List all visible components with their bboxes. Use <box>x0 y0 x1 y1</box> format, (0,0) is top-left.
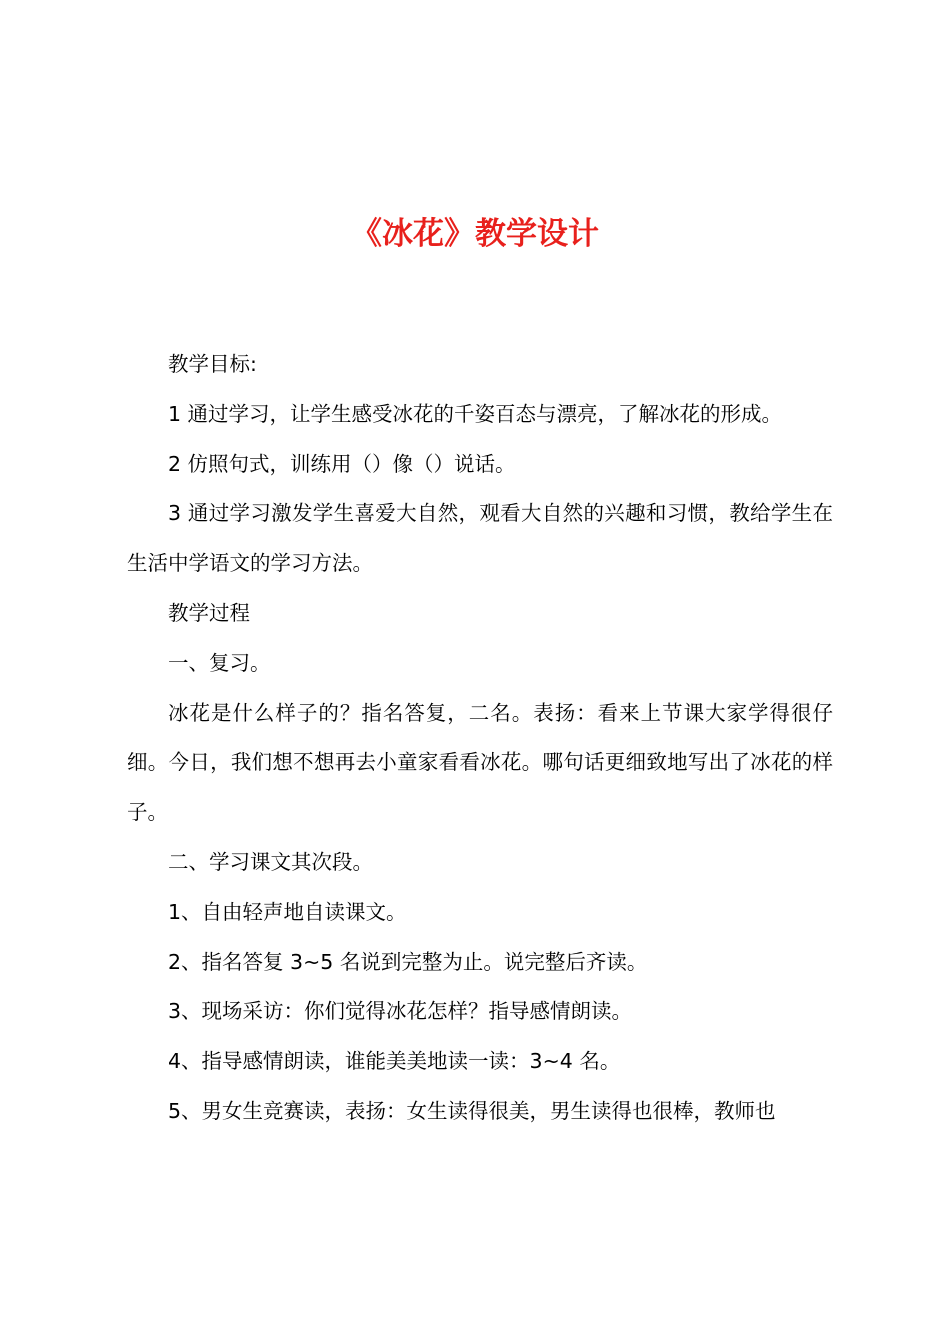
paragraph-step-1: 1、自由轻声地自读课文。 <box>168 899 407 924</box>
paragraph-review-content: 冰花是什么样子的？指名答复，二名。表扬：看来上节课大家学得很仔细。今日，我们想不想再去小童家看看冰花。哪句话更细致地写出了冰花的样子。 <box>127 700 833 825</box>
paragraph-section-review: 一、复习。 <box>168 650 271 675</box>
paragraph-section-study: 二、学习课文其次段。 <box>168 849 373 874</box>
document-title: 《冰花》教学设计 <box>351 216 599 252</box>
document-body <box>127 340 833 1137</box>
paragraph-step-4: 4、指导感情朗读，谁能美美地读一读：3~4 名。 <box>168 1049 621 1074</box>
paragraph-objectives-heading: 教学目标: <box>168 352 257 376</box>
paragraph-process-heading: 教学过程 <box>168 600 250 625</box>
paragraph-objective-2: 2 仿照句式，训练用（）像（）说话。 <box>168 451 516 476</box>
paragraph-step-5: 5、男女生竞赛读，表扬：女生读得很美，男生读得也很棒，教师也 <box>168 1098 776 1123</box>
paragraph-objective-3: 3 通过学习激发学生喜爱大自然，观看大自然的兴趣和习惯，教给学生在生活中学语文的学习方法。 <box>127 501 833 576</box>
paragraph-objective-1: 1 通过学习，让学生感受冰花的千姿百态与漂亮，了解冰花的形成。 <box>168 401 783 426</box>
paragraph-step-3: 3、现场采访：你们觉得冰花怎样？指导感情朗读。 <box>168 999 633 1024</box>
paragraph-step-2: 2、指名答复 3~5 名说到完整为止。说完整后齐读。 <box>168 949 648 974</box>
